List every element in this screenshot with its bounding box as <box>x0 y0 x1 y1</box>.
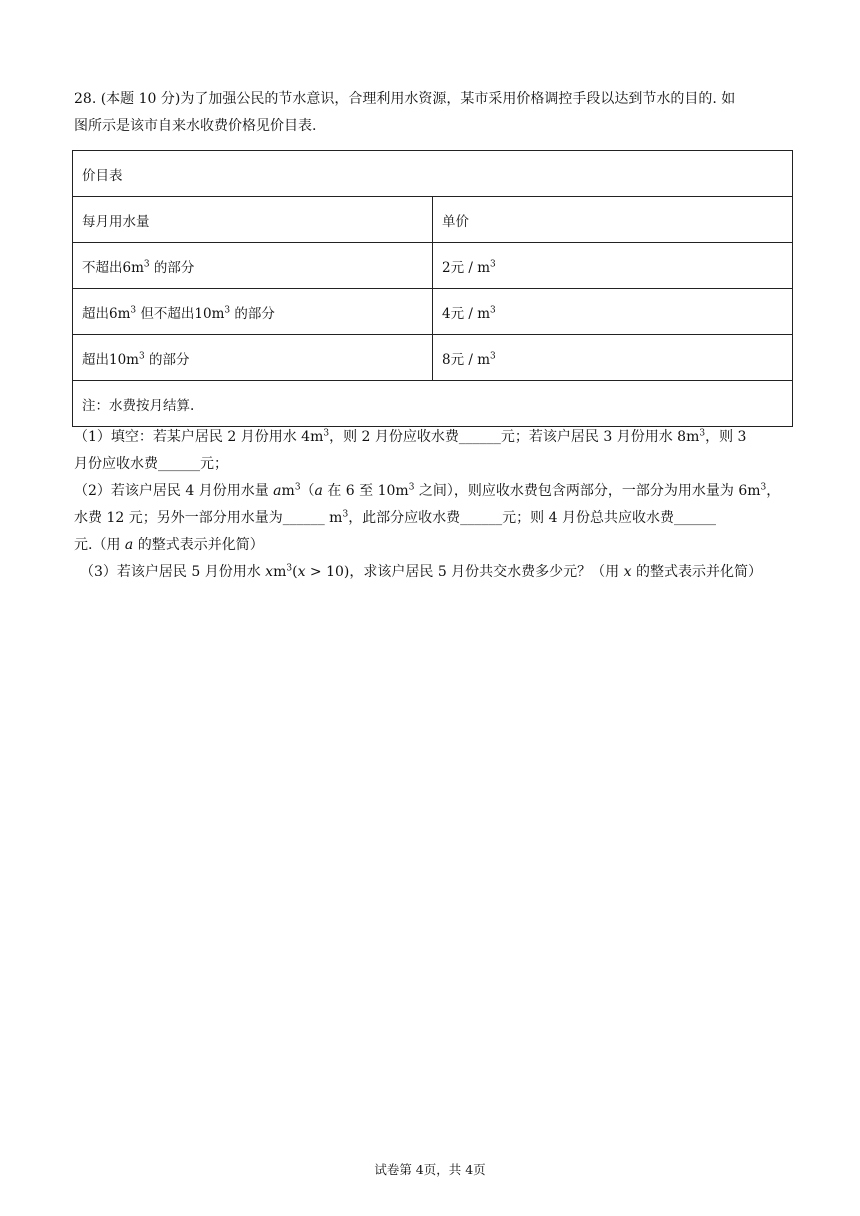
usage-cell <box>73 243 433 289</box>
variable-a: a <box>314 483 323 499</box>
price-sup: 3 <box>490 351 496 361</box>
unit-sup: 3 <box>323 428 330 439</box>
intro-text-1: 为了加强公民的节水意识，合理利用水资源，某市采用价格调控手段以达到节水的目的. 如 <box>180 91 736 107</box>
intro-line-1 <box>74 86 794 113</box>
price-sup: 3 <box>490 259 496 269</box>
unit-sup: 3 <box>699 428 706 439</box>
unit-sup: 3 <box>294 482 301 493</box>
part-3-text: 的整式表示并化简） <box>631 564 762 580</box>
part-3-text: ( <box>292 564 298 580</box>
header-usage: 每月用水量 <box>73 197 433 243</box>
part-1-line-1 <box>74 424 794 451</box>
usage-text: 超出10m <box>82 351 139 368</box>
question-number: 28. <box>74 91 97 107</box>
price-cell <box>433 243 793 289</box>
variable-a: a <box>124 537 134 553</box>
part-2-text: m <box>281 483 295 499</box>
part-1-line-2 <box>74 451 794 478</box>
price-text: 2元 / m <box>442 259 491 276</box>
unit-sup: 3 <box>342 509 349 520</box>
usage-cell <box>73 289 433 335</box>
part-2-line-3 <box>74 532 794 559</box>
price-sup: 3 <box>490 305 496 315</box>
table-row <box>73 289 793 335</box>
question-score: (本题 10 分) <box>100 91 181 107</box>
variable-a: a <box>273 483 282 499</box>
part-3-text: m <box>273 564 287 580</box>
part-2-line-2 <box>74 505 794 532</box>
unit-sup: 3 <box>286 563 293 574</box>
price-text: 8元 / m <box>442 351 491 368</box>
table-row <box>73 335 793 381</box>
usage-sup: 3 <box>224 305 231 315</box>
part-2-text: 在 6 至 10m <box>322 483 409 499</box>
part-1-text: ，则 3 <box>705 429 747 445</box>
usage-sup: 3 <box>138 351 145 361</box>
price-table <box>72 150 793 427</box>
usage-sup: 3 <box>130 305 137 315</box>
unit-sup: 3 <box>408 482 415 493</box>
unit-sup: 3 <box>760 482 767 493</box>
usage-text-post: 的部分 <box>149 259 195 276</box>
sub-questions <box>74 424 794 586</box>
part-2-text: 的整式表示并化简） <box>133 537 264 553</box>
part-3-text: （3）若该户居民 5 月份用水 <box>80 564 266 580</box>
part-1-text: 月份应收水费______元； <box>74 456 228 472</box>
table-row <box>73 243 793 289</box>
part-2-text: ， <box>766 483 781 499</box>
price-cell <box>433 289 793 335</box>
variable-x: x <box>297 564 306 580</box>
intro-line-2 <box>74 113 794 140</box>
usage-sup: 3 <box>143 259 150 269</box>
price-cell <box>433 335 793 381</box>
part-2-line-1 <box>74 478 794 505</box>
variable-x: x <box>265 564 274 580</box>
part-2-text: 水费 12 元；另外一部分用水量为______ m <box>74 510 343 526</box>
page-footer: 试卷第 4页，共 4页 <box>374 1162 486 1177</box>
table-note: 注：水费按月结算. <box>73 381 793 427</box>
table-title: 价目表 <box>73 151 793 197</box>
table-header-row <box>73 197 793 243</box>
part-2-text: ，此部分应收水费______元；则 4 月份总共应收水费______ <box>348 510 716 526</box>
usage-text-post: 的部分 <box>230 305 275 322</box>
intro-text-2: 图所示是该市自来水收费价格见价目表. <box>74 118 317 134</box>
part-3-text: > 10)，求该户居民 5 月份共交水费多少元？（用 <box>305 564 624 580</box>
usage-text: 不超出6m <box>82 259 144 276</box>
usage-text: 超出6m <box>82 305 131 322</box>
question-intro <box>74 86 794 140</box>
header-price: 单价 <box>433 197 793 243</box>
part-1-text: （1）填空：若某户居民 2 月份用水 4m <box>74 429 324 445</box>
part-2-text: （ <box>300 483 315 499</box>
usage-text-post: 的部分 <box>144 351 190 368</box>
table-title-row <box>73 151 793 197</box>
part-2-text: （2）若该户居民 4 月份用水量 <box>74 483 274 499</box>
part-2-text: 之间），则应收水费包含两部分，一部分为用水量为 6m <box>414 483 761 499</box>
usage-cell <box>73 335 433 381</box>
part-2-text: 元.（用 <box>74 537 125 553</box>
usage-text-mid: 但不超出10m <box>136 305 225 322</box>
variable-x: x <box>623 564 632 580</box>
part-3-line-1 <box>74 559 794 586</box>
part-1-text: ，则 2 月份应收水费______元；若该户居民 3 月份用水 8m <box>329 429 700 445</box>
price-text: 4元 / m <box>442 305 491 322</box>
table-note-row <box>73 381 793 427</box>
